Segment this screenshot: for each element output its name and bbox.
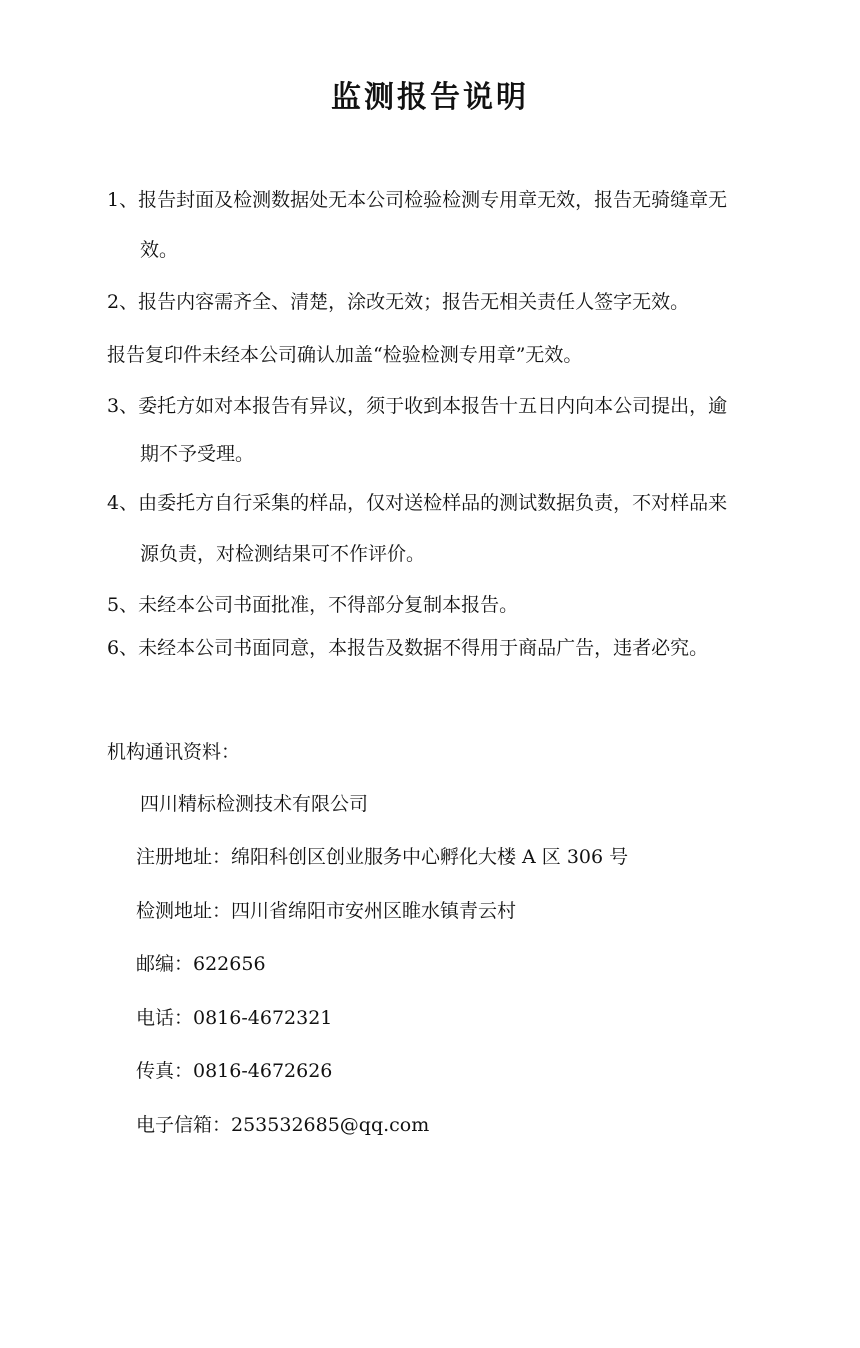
note-item-3 — [107, 392, 727, 420]
note-text: 报告封面及检测数据处无本公司检验检测专用章无效，报告无骑缝章无 — [138, 189, 728, 211]
contact-postcode: 邮编：622656 — [136, 953, 266, 975]
contact-phone: 电话：0816-4672321 — [136, 1007, 333, 1029]
note-text: 未经本公司书面同意，本报告及数据不得用于商品广告，违者必究。 — [138, 637, 709, 659]
note-number: 1、 — [107, 189, 139, 211]
note-text: 委托方如对本报告有异议，须于收到本报告十五日内向本公司提出，逾 — [138, 395, 728, 417]
note-item-1-continuation: 效。 — [140, 239, 179, 261]
note-item-1 — [107, 186, 727, 214]
note-number: 2、 — [107, 291, 139, 313]
note-text: 未经本公司书面批准，不得部分复制本报告。 — [138, 594, 519, 616]
note-item-4 — [107, 489, 727, 517]
page-title: 监测报告说明 — [331, 80, 529, 115]
note-text: 由委托方自行采集的样品，仅对送检样品的测试数据负责，不对样品来 — [138, 492, 728, 514]
note-text: 报告内容需齐全、清楚，涂改无效；报告无相关责任人签字无效。 — [138, 291, 690, 313]
contact-fax: 传真：0816-4672626 — [136, 1060, 333, 1082]
note-number: 3、 — [107, 395, 139, 417]
contact-heading: 机构通讯资料： — [107, 741, 241, 763]
note-number: 4、 — [107, 492, 139, 514]
note-number: 6、 — [107, 637, 139, 659]
note-item-6 — [107, 634, 708, 662]
note-item-2 — [107, 288, 689, 316]
contact-testing-address: 检测地址：四川省绵阳市安州区睢水镇青云村 — [136, 900, 517, 922]
note-number: 5、 — [107, 594, 139, 616]
note-item-5 — [107, 591, 518, 619]
note-item-4-continuation: 源负责，对检测结果可不作评价。 — [140, 543, 426, 565]
contact-email: 电子信箱：253532685@qq.com — [136, 1114, 430, 1136]
contact-company: 四川精标检测技术有限公司 — [140, 793, 369, 815]
note-item-3-continuation: 期不予受理。 — [140, 443, 255, 465]
note-item-2-continuation: 报告复印件未经本公司确认加盖“检验检测专用章”无效。 — [107, 344, 583, 366]
contact-registered-address: 注册地址：绵阳科创区创业服务中心孵化大楼 A 区 306 号 — [136, 846, 629, 868]
